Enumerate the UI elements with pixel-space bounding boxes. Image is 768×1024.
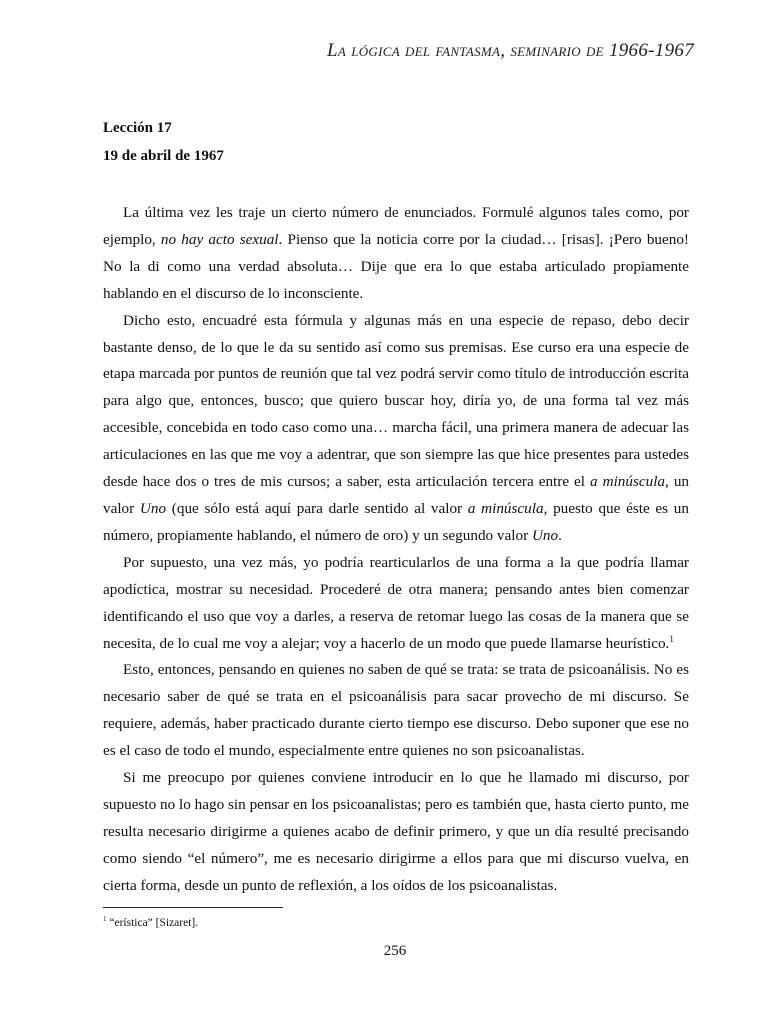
paragraph-5 — [103, 765, 689, 900]
paragraph-1 — [103, 200, 689, 308]
footnote-divider — [103, 907, 283, 908]
lesson-title: Lección 17 — [103, 120, 172, 136]
footnote-marker: 1 — [103, 915, 107, 923]
paragraph-text: La última vez les traje un cierto número de enunciados. Formulé algunos tales como, por ejemplo, — [103, 204, 689, 248]
paragraph-text: . — [558, 526, 562, 544]
paragraph-text: , un valor — [103, 473, 690, 517]
body-text — [103, 200, 689, 900]
running-header: La lógica del fantasma, seminario de 1966-1967 — [327, 40, 694, 61]
italic-phrase: no hay acto sexual — [160, 230, 279, 248]
lesson-date: 19 de abril de 1967 — [103, 148, 224, 164]
footnote-text: “erística” [Sizaret]. — [106, 916, 199, 929]
paragraph-text: Si me preocupo por quienes conviene introducir en lo que he llamado mi discurso, por supuesto no lo hago sin pensar en los psicoanalistas; pero es también que, hasta cierto punto, me resulta necesario dirigirme a quienes acabo de definir primero, y que un día resulté precisando como siendo “el número”, me es necesario dirigirme a ellos para que mi discurso vuelva, en cierta forma, desde un punto de reflexión, a los oídos de los psicoanalistas. — [103, 769, 689, 894]
italic-phrase: Uno — [139, 499, 167, 517]
paragraph-text: Dicho esto, encuadré esta fórmula y algunas más en una especie de repaso, debo decir bastante denso, de lo que le da su sentido así como sus premisas. Ese curso era una especie de etapa marcada por puntos de reunión que tal vez podrá servir como título de introducción escrita para algo que, entonces, busco; que quiero buscar hoy, diría yo, de una forma tal vez más accesible, concebida en todo caso como una… marcha fácil, una primera manera de adecuar las articulaciones en las que me voy a adentrar, que son siempre las que hice presentes para ustedes desde hace dos o tres de mis cursos; a saber, esta articulación tercera entre el — [103, 311, 689, 491]
footnote-reference[interactable]: 1 — [669, 633, 674, 644]
paragraph-text: , puesto que éste es un número, propiamente hablando, el número de oro) y un segundo valor — [103, 499, 689, 544]
paragraph-text: Esto, entonces, pensando en quienes no saben de qué se trata: se trata de psicoanálisis. No es necesario saber de qué se trata en el psicoanálisis para sacar provecho de mi discurso. Se requiere, además, haber practicado durante cierto tiempo ese discurso. Debo suponer que ese no es el caso de todo el mundo, especialmente entre quienes no son psicoanalistas. — [103, 661, 689, 760]
paragraph-4 — [103, 657, 689, 765]
italic-phrase: a minúscula — [467, 499, 544, 517]
footnote — [103, 915, 198, 929]
italic-phrase: a minúscula — [590, 473, 666, 491]
paragraph-3 — [103, 550, 689, 658]
paragraph-text: Por supuesto, una vez más, yo podría rearticularlos de una forma a la que podría llamar apodíctica, mostrar su necesidad. Procederé de otra manera; pensando antes bien comenzar identificando el uso que voy a darles, a reserva de retomar luego las cosas de la manera que se necesita, de lo cual me voy a alejar; voy a hacerlo de un modo que puede llamarse heurístico. — [103, 553, 689, 652]
page-number: 256 — [383, 943, 407, 959]
paragraph-text: (que sólo está aquí para darle sentido al valor — [166, 499, 468, 517]
paragraph-text: . Pienso que la noticia corre por la ciudad… [risas]. ¡Pero bueno! No la di como una verdad absoluta… Dije que era lo que estaba articulado propiamente hablando en el discurso de lo inconsciente. — [103, 230, 689, 302]
italic-phrase: Uno — [531, 526, 559, 544]
paragraph-2 — [103, 308, 689, 550]
